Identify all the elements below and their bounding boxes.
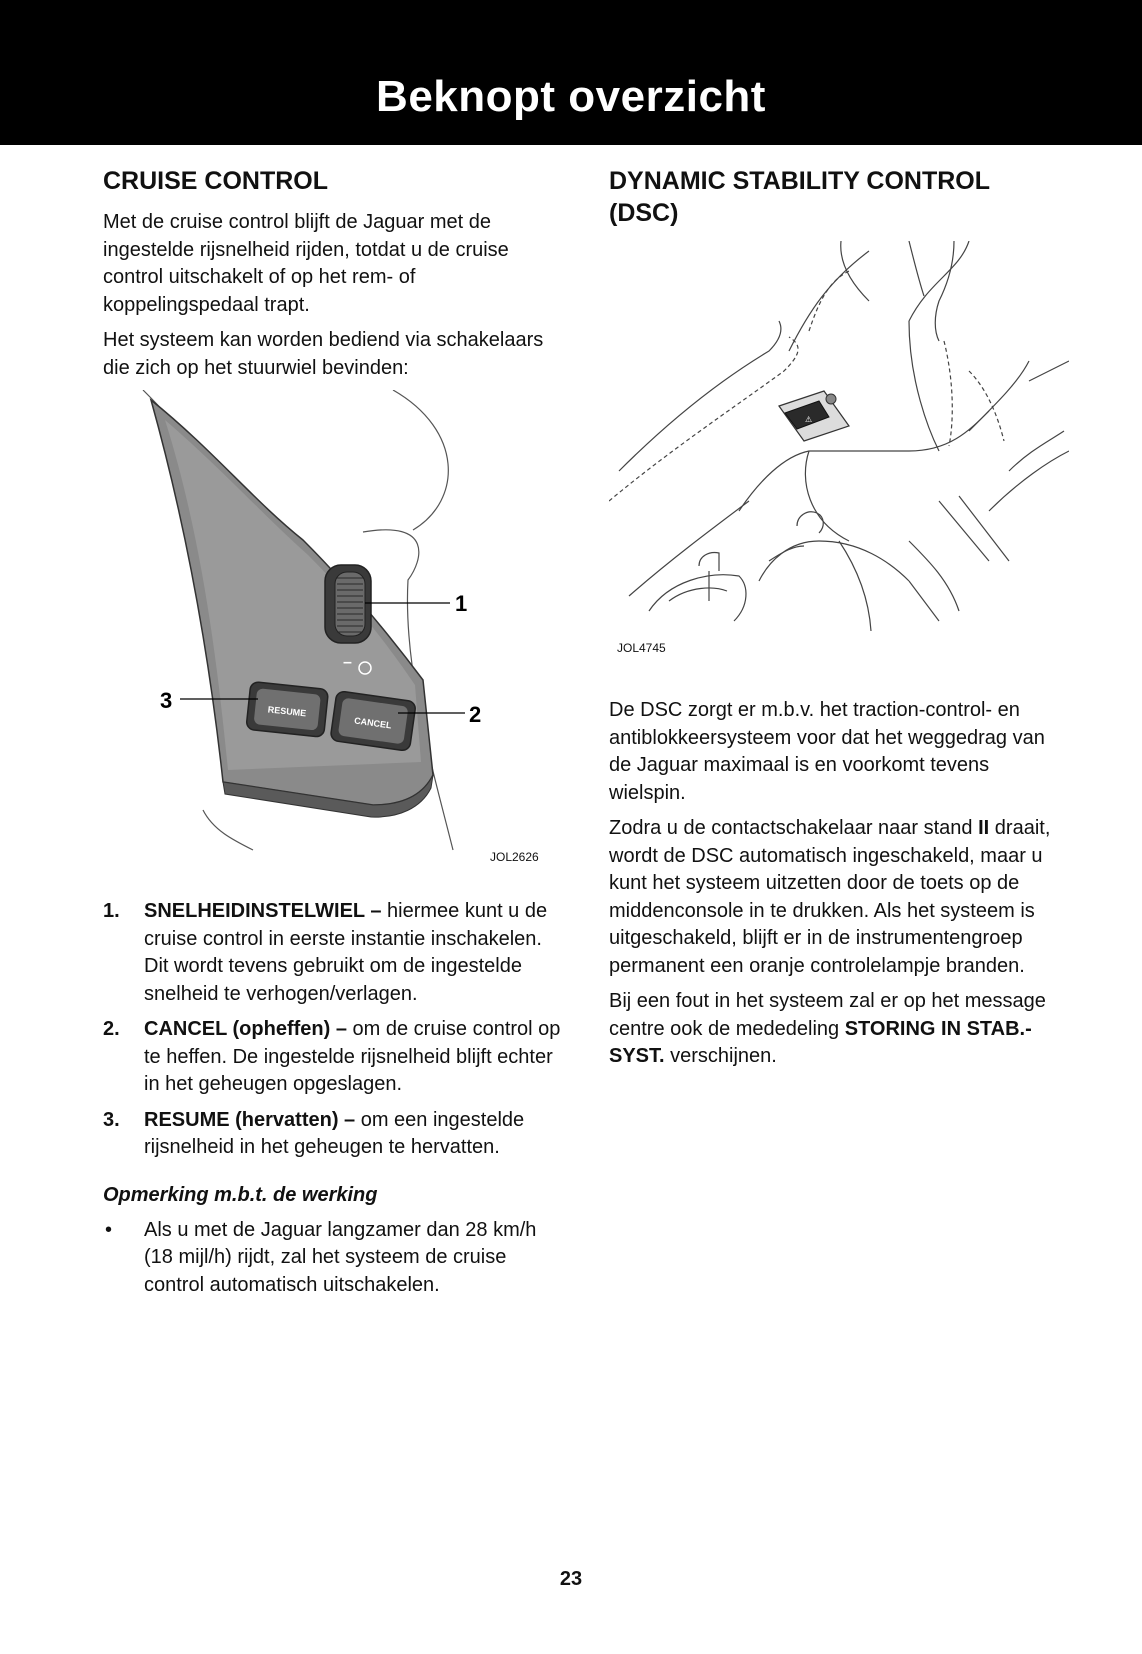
- callout-2: 2: [469, 702, 482, 727]
- dsc-heading: DYNAMIC STABILITY CONTROL (DSC): [609, 167, 990, 227]
- list-item: • Als u met de Jaguar langzamer dan 28 km/h (18 mijl/h) rijdt, zal het systeem de cruise control automatisch uitschakelen.: [105, 1218, 537, 1296]
- speed-up-symbol: +: [335, 537, 345, 554]
- dsc-paragraph-1: De DSC zorgt er m.b.v. het traction-control- en antiblokkeersysteem voor dat het weggedrag van de Jaguar maximaal is en voorkomt tevens wielspin.: [609, 699, 1045, 804]
- operation-note-heading: Opmerking m.b.t. de werking: [103, 1183, 378, 1206]
- cruise-control-items: [103, 898, 563, 1162]
- page-header: [0, 0, 1142, 145]
- list-item: 3. RESUME (hervatten) – om een ingestelde rijsnelheid in het geheugen te hervatten.: [103, 1108, 525, 1158]
- page-number: 23: [559, 1568, 583, 1590]
- dsc-section: [609, 165, 1069, 1079]
- ignition-position: II: [978, 817, 990, 839]
- page-title: Beknopt overzicht: [376, 72, 766, 121]
- list-item: 2. CANCEL (opheffen) – om de cruise control op te heffen. De ingestelde rijsnelheid blijft echter in het geheugen opgeslagen.: [103, 1018, 561, 1095]
- center-console-figure: [609, 241, 1069, 681]
- cruise-intro-2: Het systeem kan worden bediend via schakelaars die zich op het stuurwiel bevinden:: [103, 329, 544, 379]
- list-item: 1. SNELHEIDINSTELWIEL – hiermee kunt u de cruise control in eerste instantie inschakelen. Dit wordt tevens gebruikt om de ingestelde snelheid te verhogen/verlagen.: [103, 900, 548, 1005]
- cruise-control-heading: CRUISE CONTROL: [103, 167, 328, 195]
- figure-code-jol2626: JOL2626: [490, 850, 539, 864]
- speedometer-up-icon: [351, 539, 363, 551]
- cruise-control-section: [103, 165, 563, 1299]
- dsc-switch: [779, 391, 849, 441]
- callout-1: 1: [455, 591, 468, 616]
- steering-wheel-switch-illustration: [103, 390, 563, 880]
- resume-button-label: RESUME: [267, 704, 307, 719]
- dsc-paragraph-2: Zodra u de contactschakelaar naar stand II draait, wordt de DSC automatisch ingeschakeld, maar u kunt het systeem uitzetten door de toets op de middenconsole in te drukken. Als het systeem is uitgeschakeld, blijft er in de instrumentengroep permanent een oranje controlelampje branden.: [609, 817, 1051, 977]
- steering-wheel-switch-figure: [103, 390, 563, 880]
- cancel-button-label: CANCEL: [353, 715, 393, 731]
- speed-down-symbol: –: [343, 654, 352, 671]
- message-text: STORING IN STAB.-SYST.: [609, 1017, 1032, 1067]
- cruise-intro-1: Met de cruise control blijft de Jaguar met de ingestelde rijsnelheid rijden, totdat u de cruise control uitschakelt of op het rem- of koppelingspedaal trapt.: [103, 211, 509, 316]
- dsc-paragraph-3: Bij een fout in het systeem zal er op het message centre ook de mededeling STORING IN STAB.-SYST. verschijnen.: [609, 990, 1046, 1067]
- callout-3: 3: [160, 688, 173, 713]
- operation-note-list: [103, 1217, 563, 1300]
- figure-code-jol4745: JOL4745: [617, 641, 666, 655]
- dsc-symbol-icon: ⚠: [805, 415, 813, 424]
- center-console-illustration: [609, 241, 1069, 681]
